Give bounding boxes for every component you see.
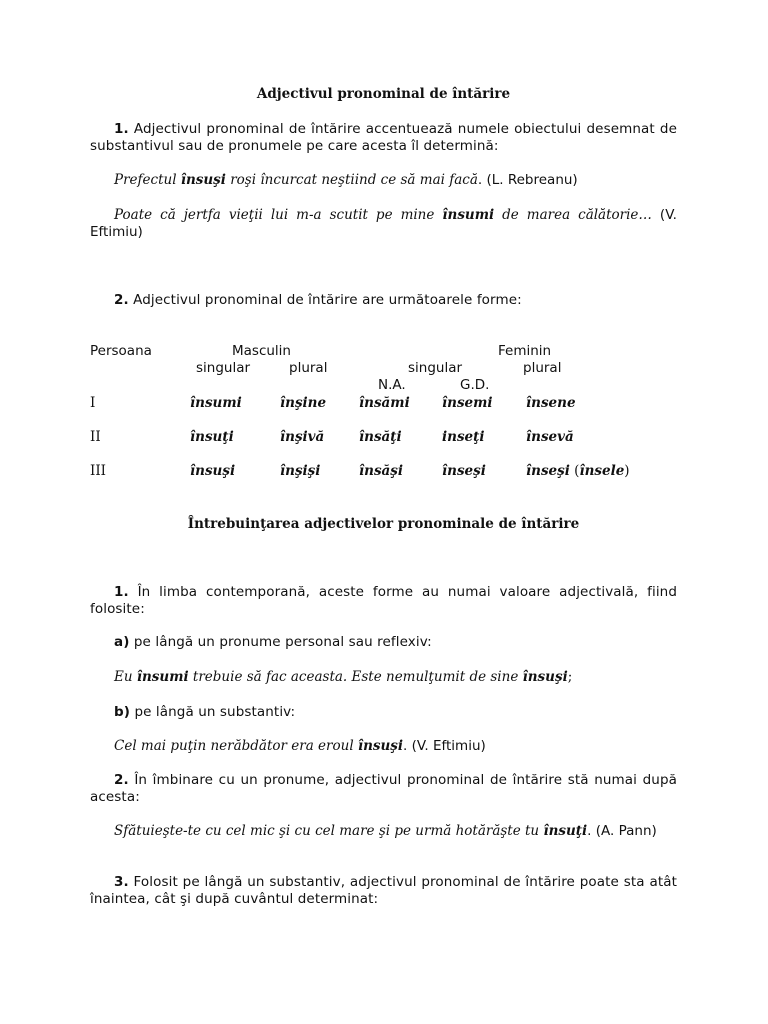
example-1-pre: Prefectul <box>114 172 181 188</box>
row-masc-plural: înşivă <box>280 429 325 445</box>
section-1-paragraph <box>90 121 677 155</box>
use-1a-label: a) <box>114 634 130 650</box>
example-3-mid: trebuie să fac aceasta. Este nemulţumit de sine <box>188 669 523 685</box>
row-fem-na: însăşi <box>359 463 404 479</box>
use-1a-paragraph <box>90 634 677 651</box>
use-2-paragraph <box>90 772 677 806</box>
row-fem-plural-paren-open: ( <box>569 463 580 479</box>
example-2 <box>90 207 677 241</box>
row-masc-singular: însumi <box>190 395 242 411</box>
example-2-bold: însumi <box>442 207 495 223</box>
header-na: N.A. <box>378 377 406 393</box>
use-3-number: 3. <box>114 874 129 890</box>
example-4-source: . (V. Eftimiu) <box>403 738 486 754</box>
header-feminin-plural: plural <box>523 360 562 376</box>
example-5 <box>90 823 677 840</box>
row-masc-plural: înşişi <box>280 463 321 479</box>
row-person: I <box>90 395 96 411</box>
example-4-bold: însuşi <box>357 738 404 754</box>
example-1 <box>90 172 677 189</box>
header-masculin-singular: singular <box>196 360 251 376</box>
use-1-text: În limba contemporană, aceste forme au numai valoare adjectivală, fiind folosite: <box>90 584 677 617</box>
row-fem-plural-main: însene <box>526 395 576 411</box>
document-title: Adjectivul pronominal de întărire <box>256 86 511 102</box>
row-fem-plural-alt: însele <box>579 463 625 479</box>
section-2-text: Adjectivul pronominal de întărire are următoarele forme: <box>133 292 522 308</box>
example-1-source: . (L. Rebreanu) <box>477 172 578 188</box>
row-fem-plural <box>526 395 576 411</box>
example-1-post: roşi încurcat neştiind ce să mai facă <box>225 172 478 188</box>
use-2-text: În îmbinare cu un pronume, adjectivul pronominal de întărire stă numai după acesta: <box>90 772 677 805</box>
use-1b-text: pe lângă un substantiv: <box>130 704 296 720</box>
header-persoana: Persoana <box>90 343 152 359</box>
row-fem-gd: inseţi <box>442 429 485 445</box>
use-3-paragraph <box>90 874 677 908</box>
use-1-paragraph <box>90 584 677 618</box>
row-fem-plural <box>526 463 630 479</box>
header-feminin-singular: singular <box>408 360 463 376</box>
use-2-number: 2. <box>114 772 129 788</box>
use-1b-paragraph <box>90 704 677 721</box>
row-fem-na: însăţi <box>359 429 402 445</box>
row-masc-singular: însuţi <box>190 429 234 445</box>
example-1-bold: însuşi <box>180 172 226 188</box>
row-fem-plural-main: însevă <box>526 429 574 445</box>
example-2-post: de marea călătorie… <box>494 207 652 223</box>
row-person: III <box>90 463 106 479</box>
example-3-bold-1: însumi <box>136 669 189 685</box>
example-2-pre: Poate că jertfa vieţii lui m-a scutit pe mine <box>114 207 443 223</box>
row-fem-plural-main: înseşi <box>526 463 570 479</box>
example-2-source: (V. Eftimiu) <box>90 207 677 240</box>
row-fem-gd: însemi <box>442 395 493 411</box>
example-5-bold: însuţi <box>543 823 588 839</box>
section-subtitle: Întrebuinţarea adjectivelor pronominale de întărire <box>187 516 580 532</box>
row-masc-plural: înşine <box>280 395 327 411</box>
example-5-source: . (A. Pann) <box>587 823 657 839</box>
example-4-pre: Cel mai puţin nerăbdător era eroul <box>114 738 358 754</box>
example-3-bold-2: însuşi <box>522 669 568 685</box>
use-1b-label: b) <box>114 704 131 720</box>
example-3-post: ; <box>567 669 573 685</box>
row-person: II <box>90 429 101 445</box>
header-masculin-plural: plural <box>289 360 328 376</box>
row-masc-singular: însuşi <box>190 463 236 479</box>
row-fem-na: însămi <box>359 395 410 411</box>
section-2-paragraph <box>90 292 677 309</box>
row-fem-plural-paren-close: ) <box>624 463 630 479</box>
example-5-pre: Sfătuieşte-te cu cel mic şi cu cel mare şi pe urmă hotărăşte tu <box>114 823 544 839</box>
use-3-text: Folosit pe lângă un substantiv, adjectivul pronominal de întărire poate sta atât înaintea, cât şi după cuvântul determinat: <box>90 874 677 907</box>
header-feminin: Feminin <box>498 343 552 359</box>
example-3-pre: Eu <box>114 669 137 685</box>
section-2-number: 2. <box>114 292 129 308</box>
section-1-number: 1. <box>114 121 129 137</box>
use-1-number: 1. <box>114 584 129 600</box>
row-fem-gd: înseşi <box>442 463 486 479</box>
example-4 <box>90 738 677 755</box>
row-fem-plural <box>526 429 574 445</box>
header-gd: G.D. <box>460 377 490 393</box>
header-masculin: Masculin <box>232 343 291 359</box>
example-3 <box>90 669 677 686</box>
use-1a-text: pe lângă un pronume personal sau reflexiv: <box>129 634 432 650</box>
section-1-text: Adjectivul pronominal de întărire accentuează numele obiectului desemnat de substantivul sau de pronumele pe care acesta îl determină: <box>90 121 677 154</box>
